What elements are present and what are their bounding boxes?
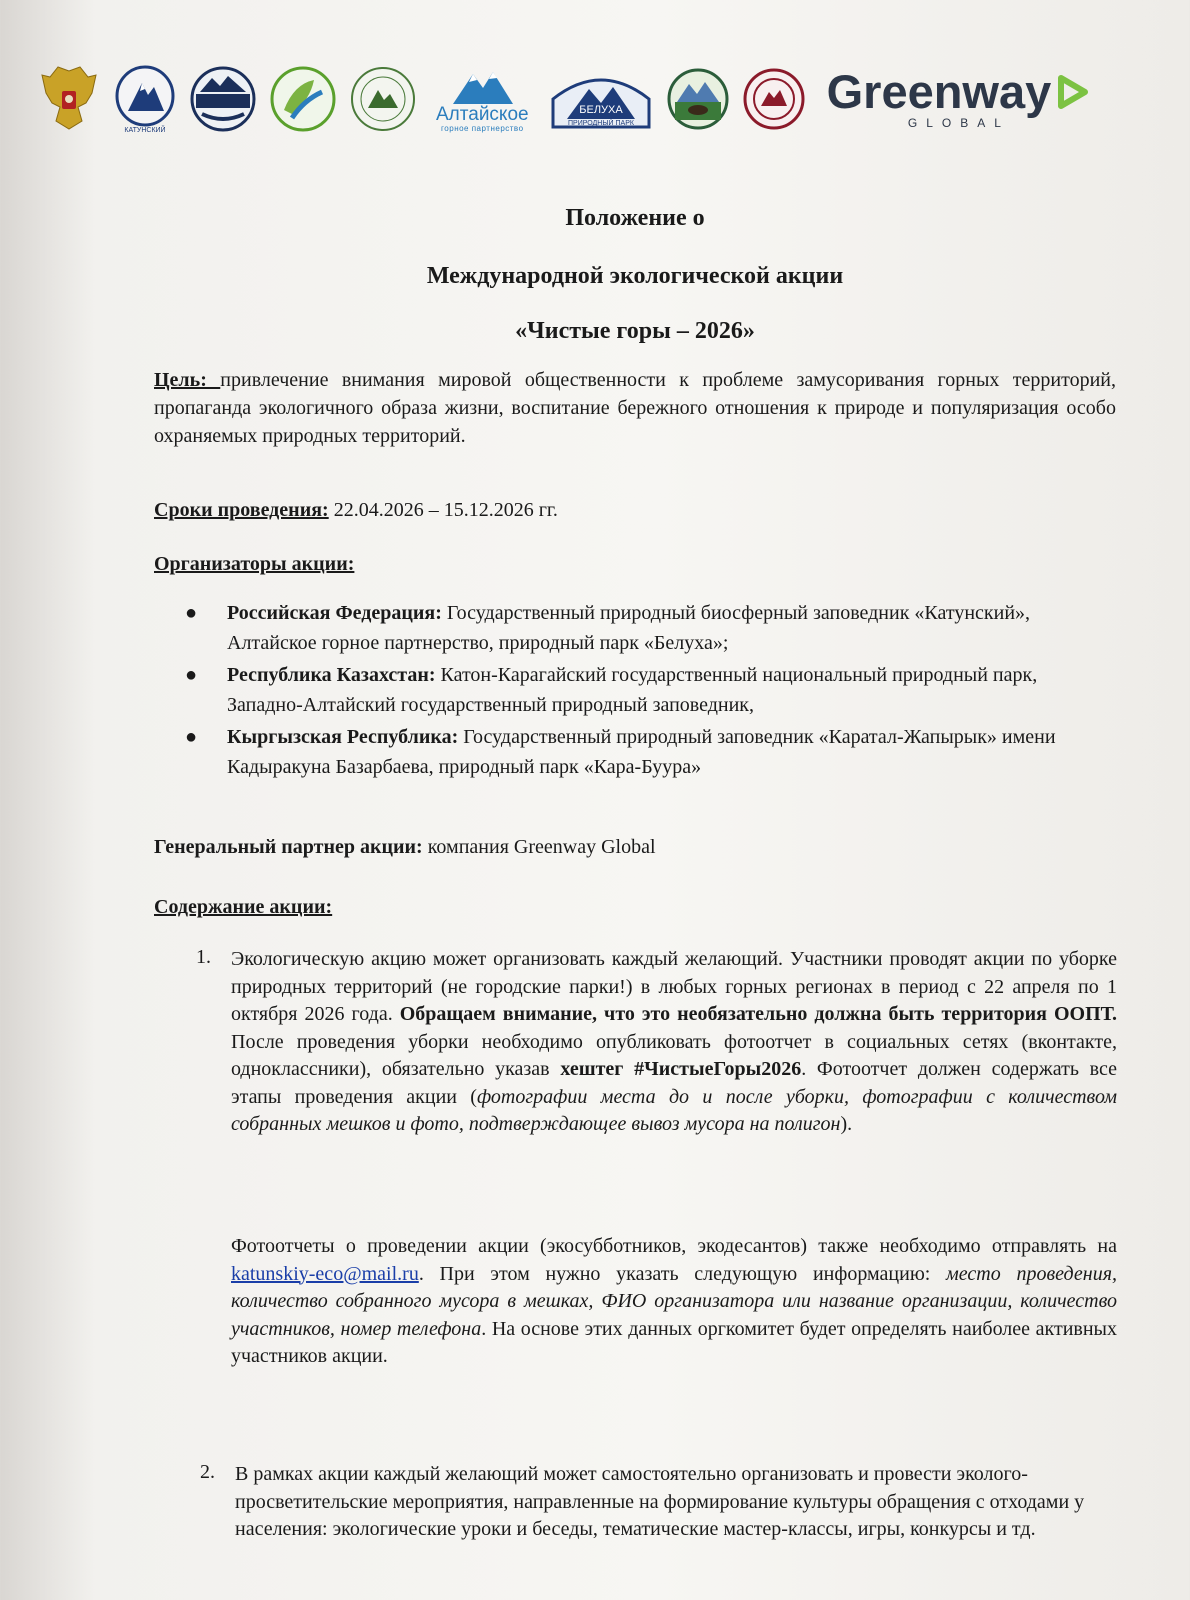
item1-text-a: Экологическую акцию может организовать каждый желающий. Участники проводят акции по уборке природных территорий (не городские парки!) в любых горных регионах в период с 22 апреля по 1 октября 2026 года. xyxy=(231,948,1117,1025)
snow-leopard-badge-icon xyxy=(667,68,729,130)
bolshoy-altai-logo xyxy=(190,66,256,132)
katunsky-logo xyxy=(114,65,176,134)
mountain-oval-icon xyxy=(114,65,176,127)
belukha-text: БЕЛУХА xyxy=(578,104,623,116)
belukha-subtext: ПРИРОДНЫЙ ПАРК xyxy=(567,120,634,127)
item1-p2-italic: место проведения, количество собранного мусора в мешках, ФИО организатора или название организации, количество участников, номер телефона xyxy=(231,1262,1117,1340)
item1-number: 1. xyxy=(196,946,211,968)
item1-p2-text-b: . При этом нужно указать следующую информацию: xyxy=(418,1262,947,1285)
item1-hashtag: хештег #ЧистыеГоры2026 xyxy=(560,1058,802,1080)
greenway-logo xyxy=(826,65,1092,130)
goal-text: привлечение внимания мировой общественности к проблеме замусоривания горных территорий, пропаганда экологичного образа жизни, воспитание бережного отношения к природе и популяризация особо охраняемых природных территорий. xyxy=(154,369,1116,447)
altai-partnership-logo xyxy=(436,66,529,133)
double-headed-eagle-icon xyxy=(38,63,100,135)
goal-label: Цель: xyxy=(154,369,221,391)
organizer-item xyxy=(154,660,1116,720)
dates-line xyxy=(154,496,1116,524)
reserve-seal-icon xyxy=(350,66,416,132)
item1-text-b: После проведения уборки необходимо опубликовать фотоотчет в социальных сетях (вконтакте, одноклассники), обязательно указав xyxy=(231,1030,1117,1080)
bolshoy-altai-badge-icon xyxy=(190,66,256,132)
organizer-item xyxy=(154,722,1116,782)
bullet-icon: ● xyxy=(185,664,198,686)
altai-partnership-label: Алтайское xyxy=(436,103,529,125)
organizers-heading: Организаторы акции: xyxy=(154,553,355,575)
doc-title-line3: «Чистые горы – 2026» xyxy=(515,318,755,344)
coat-of-arms-logo xyxy=(38,63,100,135)
organizer-text: Государственный природный заповедник «Каратал-Жапырык» имени Кадыракуна Базарбаева, природный парк «Кара-Буура» xyxy=(227,726,1056,778)
doc-title-line2: Международной экологической акции xyxy=(426,263,844,289)
organizer-country: Республика Казахстан: xyxy=(227,664,436,686)
organizers-list xyxy=(154,598,1116,784)
organizer-text: Государственный природный биосферный заповедник «Катунский», Алтайское горное партнерство, природный парк «Белуха»; xyxy=(227,602,1031,654)
organizer-country: Российская Федерация: xyxy=(227,602,442,624)
item1-italic-photos: фотографии места до и после уборки, фотографии с количеством собранных мешков и фото, подтверждающее вывоз мусора на полигон xyxy=(231,1085,1117,1135)
blue-mountains-icon xyxy=(447,66,517,106)
katunsky-label: КАТУНСКИЙ xyxy=(124,126,166,134)
partner-label: Генеральный партнер акции: xyxy=(154,836,423,858)
item1-text-d: ). xyxy=(840,1113,853,1135)
item1-bold-notice: Обращаем внимание, что это необязательно должна быть территория ООПТ. xyxy=(399,1003,1117,1025)
karatal-logo xyxy=(667,68,729,130)
item2-number: 2. xyxy=(200,1461,215,1483)
item1-paragraph1 xyxy=(231,946,1117,1139)
doc-title-line1: Положение о xyxy=(565,205,705,231)
partner-logos-row xyxy=(38,58,1158,140)
item1-paragraph2 xyxy=(231,1233,1117,1371)
item1-p2-text-c: . На основе этих данных оргкомитет будет определять наиболее активных участников акции. xyxy=(231,1317,1117,1367)
altai-partnership-sublabel: горное партнерство xyxy=(441,123,524,133)
item1-text-c: . Фотоотчет должен содержать все этапы проведения акции ( xyxy=(231,1058,1117,1108)
bullet-icon: ● xyxy=(185,602,198,624)
greenway-global-label: GLOBAL xyxy=(907,116,1010,130)
leaf-river-badge-icon xyxy=(270,66,336,132)
email-link[interactable]: katunskiy-eco@mail.ru xyxy=(231,1262,419,1285)
item1-p2-text-a: Фотоотчеты о проведении акции (экосубботников, экодесантов) также необходимо отправлять на xyxy=(231,1235,1117,1257)
item2-paragraph: В рамках акции каждый желающий может самостоятельно организовать и провести эколого-просветительские мероприятия, направленные на формирование культуры обращения с отходами у населения: экологические уроки и беседы, тематические мастер-классы, игры, конкурсы и тд. xyxy=(235,1463,1085,1540)
goal-paragraph xyxy=(154,366,1116,450)
organizer-item xyxy=(154,598,1116,658)
west-altai-logo xyxy=(350,66,416,132)
content-heading: Содержание акции: xyxy=(154,896,333,918)
belukha-arch-icon xyxy=(549,69,653,129)
kara-buura-logo xyxy=(743,68,805,130)
kara-buura-seal-icon xyxy=(743,68,805,130)
greenway-wordmark: Greenway xyxy=(826,65,1052,118)
dates-label: Сроки проведения: xyxy=(154,499,329,521)
greenway-arrow-icon xyxy=(1055,72,1091,112)
organizer-country: Кыргызская Республика: xyxy=(227,726,459,748)
dates-value: 22.04.2026 – 15.12.2026 гг. xyxy=(333,499,558,521)
partner-value: компания Greenway Global xyxy=(427,836,656,858)
belukha-logo xyxy=(549,69,653,129)
katon-karagay-logo xyxy=(270,66,336,132)
partner-line xyxy=(154,833,1116,861)
bullet-icon: ● xyxy=(185,726,198,748)
organizer-text: Катон-Карагайский государственный национальный природный парк, Западно-Алтайский государственный природный заповедник, xyxy=(227,664,1038,716)
